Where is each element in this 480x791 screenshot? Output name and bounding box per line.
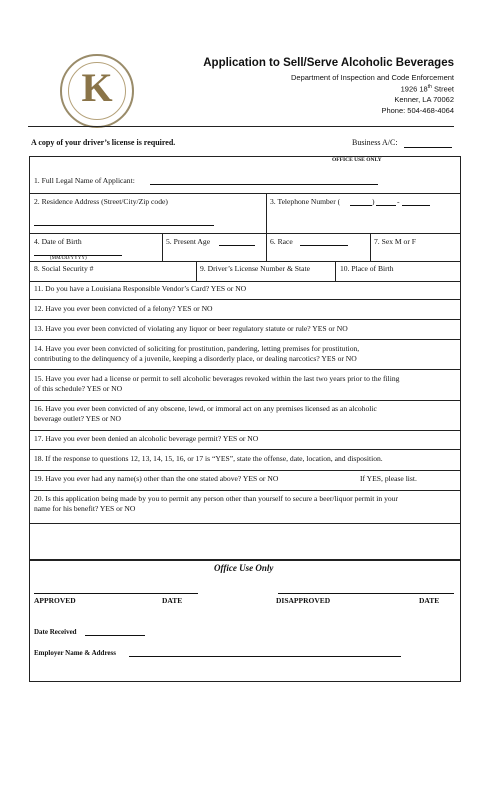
column-divider [266,193,267,233]
header-divider [28,126,454,127]
date-of-birth-label: 4. Date of Birth [34,237,82,246]
race-field[interactable] [300,245,348,246]
phone-number: Phone: 504-468-4064 [381,106,454,115]
question-16-line-1: 16. Have you ever been convicted of any obscene, lewd, or immoral act on any premises licensed as an alcoholic [34,404,377,413]
kenner-city-seal [60,54,134,128]
row-divider [29,490,461,491]
license-note: A copy of your driver’s license is required. [31,138,176,147]
row-divider [29,261,461,262]
disapproved-label: DISAPPROVED [276,596,331,605]
question-12: 12. Have you ever been convicted of a felony? YES or NO [34,304,213,313]
column-divider [370,233,371,261]
date-received-field[interactable] [85,635,145,636]
row-divider [29,430,461,431]
question-16-line-2: beverage outlet? YES or NO [34,414,122,423]
column-divider [196,261,197,281]
full-name-field[interactable] [150,184,378,185]
column-divider [335,261,336,281]
form-title: Application to Sell/Serve Alcoholic Beverages [203,57,454,69]
residence-address-field[interactable] [34,225,214,226]
question-17: 17. Have you ever been denied an alcoholic beverage permit? YES or NO [34,434,259,443]
question-11: 11. Do you have a Louisiana Responsible Vendor’s Card? YES or NO [34,284,247,293]
question-15-line-2: of this schedule? YES or NO [34,384,123,393]
telephone-label: 3. Telephone Number ( [270,197,341,206]
employer-label: Employer Name & Address [34,649,116,657]
telephone-prefix-field[interactable] [376,205,396,206]
approved-label: APPROVED [34,596,76,605]
residence-address-label: 2. Residence Address (Street/City/Zip code) [34,197,168,206]
row-divider [29,523,461,524]
column-divider [266,233,267,261]
department-name: Department of Inspection and Code Enforcement [290,73,454,82]
row-divider [29,319,461,320]
drivers-license-label: 9. Driver’s License Number & State [200,264,310,273]
telephone-paren: ) [372,197,375,206]
approved-date-label: DATE [162,596,183,605]
approval-signature-field[interactable] [34,593,198,594]
sex-label: 7. Sex M or F [374,237,416,246]
row-divider [29,233,461,234]
row-divider [29,339,461,340]
question-19-list-note: If YES, please list. [360,474,417,483]
row-divider [29,449,461,450]
race-label: 6. Race [270,237,293,246]
seal-letter-k: K [81,65,113,110]
office-use-title: Office Use Only [214,563,274,573]
question-14-line-1: 14. Have you ever been convicted of soliciting for prostitution, pandering, letting premises for prostitution, [34,344,360,353]
question-20-line-2: name for his benefit? YES or NO [34,504,136,513]
business-ac-label: Business A/C: [352,138,398,147]
business-ac-field[interactable] [404,147,452,148]
place-of-birth-label: 10. Place of Birth [340,264,394,273]
question-20-line-1: 20. Is this application being made by you to permit any person other than yourself to secure a beer/liquor permit in your [34,494,398,503]
row-divider [29,400,461,401]
street-address: 1926 18th Street [400,84,454,94]
question-15-line-1: 15. Have you ever had a license or permit to sell alcoholic beverages revoked within the last two years prior to the filing [34,374,400,383]
date-format-hint: (MM/DD/YYYY) [50,256,87,261]
row-divider [29,470,461,471]
office-use-section [29,560,461,682]
row-divider [29,193,461,194]
disapproved-date-label: DATE [419,596,440,605]
telephone-area-code-field[interactable] [350,205,372,206]
question-18: 18. If the response to questions 12, 13, 14, 15, 16, or 17 is “YES”, state the offense, date, location, and disposition. [34,454,383,463]
row-divider [29,281,461,282]
row-divider [29,299,461,300]
question-14-line-2: contributing to the delinquency of a juvenile, keeping a disorderly place, or dealing narcotics? YES or NO [34,354,357,363]
row-divider [29,369,461,370]
telephone-line-field[interactable] [402,205,430,206]
column-divider [162,233,163,261]
employer-field[interactable] [129,656,401,657]
office-use-only-label: OFFICE USE ONLY [332,157,382,163]
present-age-field[interactable] [219,245,255,246]
social-security-label: 8. Social Security # [34,264,94,273]
present-age-label: 5. Present Age [166,237,211,246]
full-name-label: 1. Full Legal Name of Applicant: [34,176,135,185]
question-19: 19. Have you ever had any name(s) other than the one stated above? YES or NO [34,474,279,483]
telephone-dash: - [397,197,400,206]
disapproval-signature-field[interactable] [278,593,454,594]
city-zip: Kenner, LA 70062 [394,95,454,104]
question-13: 13. Have you ever been convicted of violating any liquor or beer regulatory statute or rule? YES or NO [34,324,348,333]
date-received-label: Date Received [34,628,77,636]
